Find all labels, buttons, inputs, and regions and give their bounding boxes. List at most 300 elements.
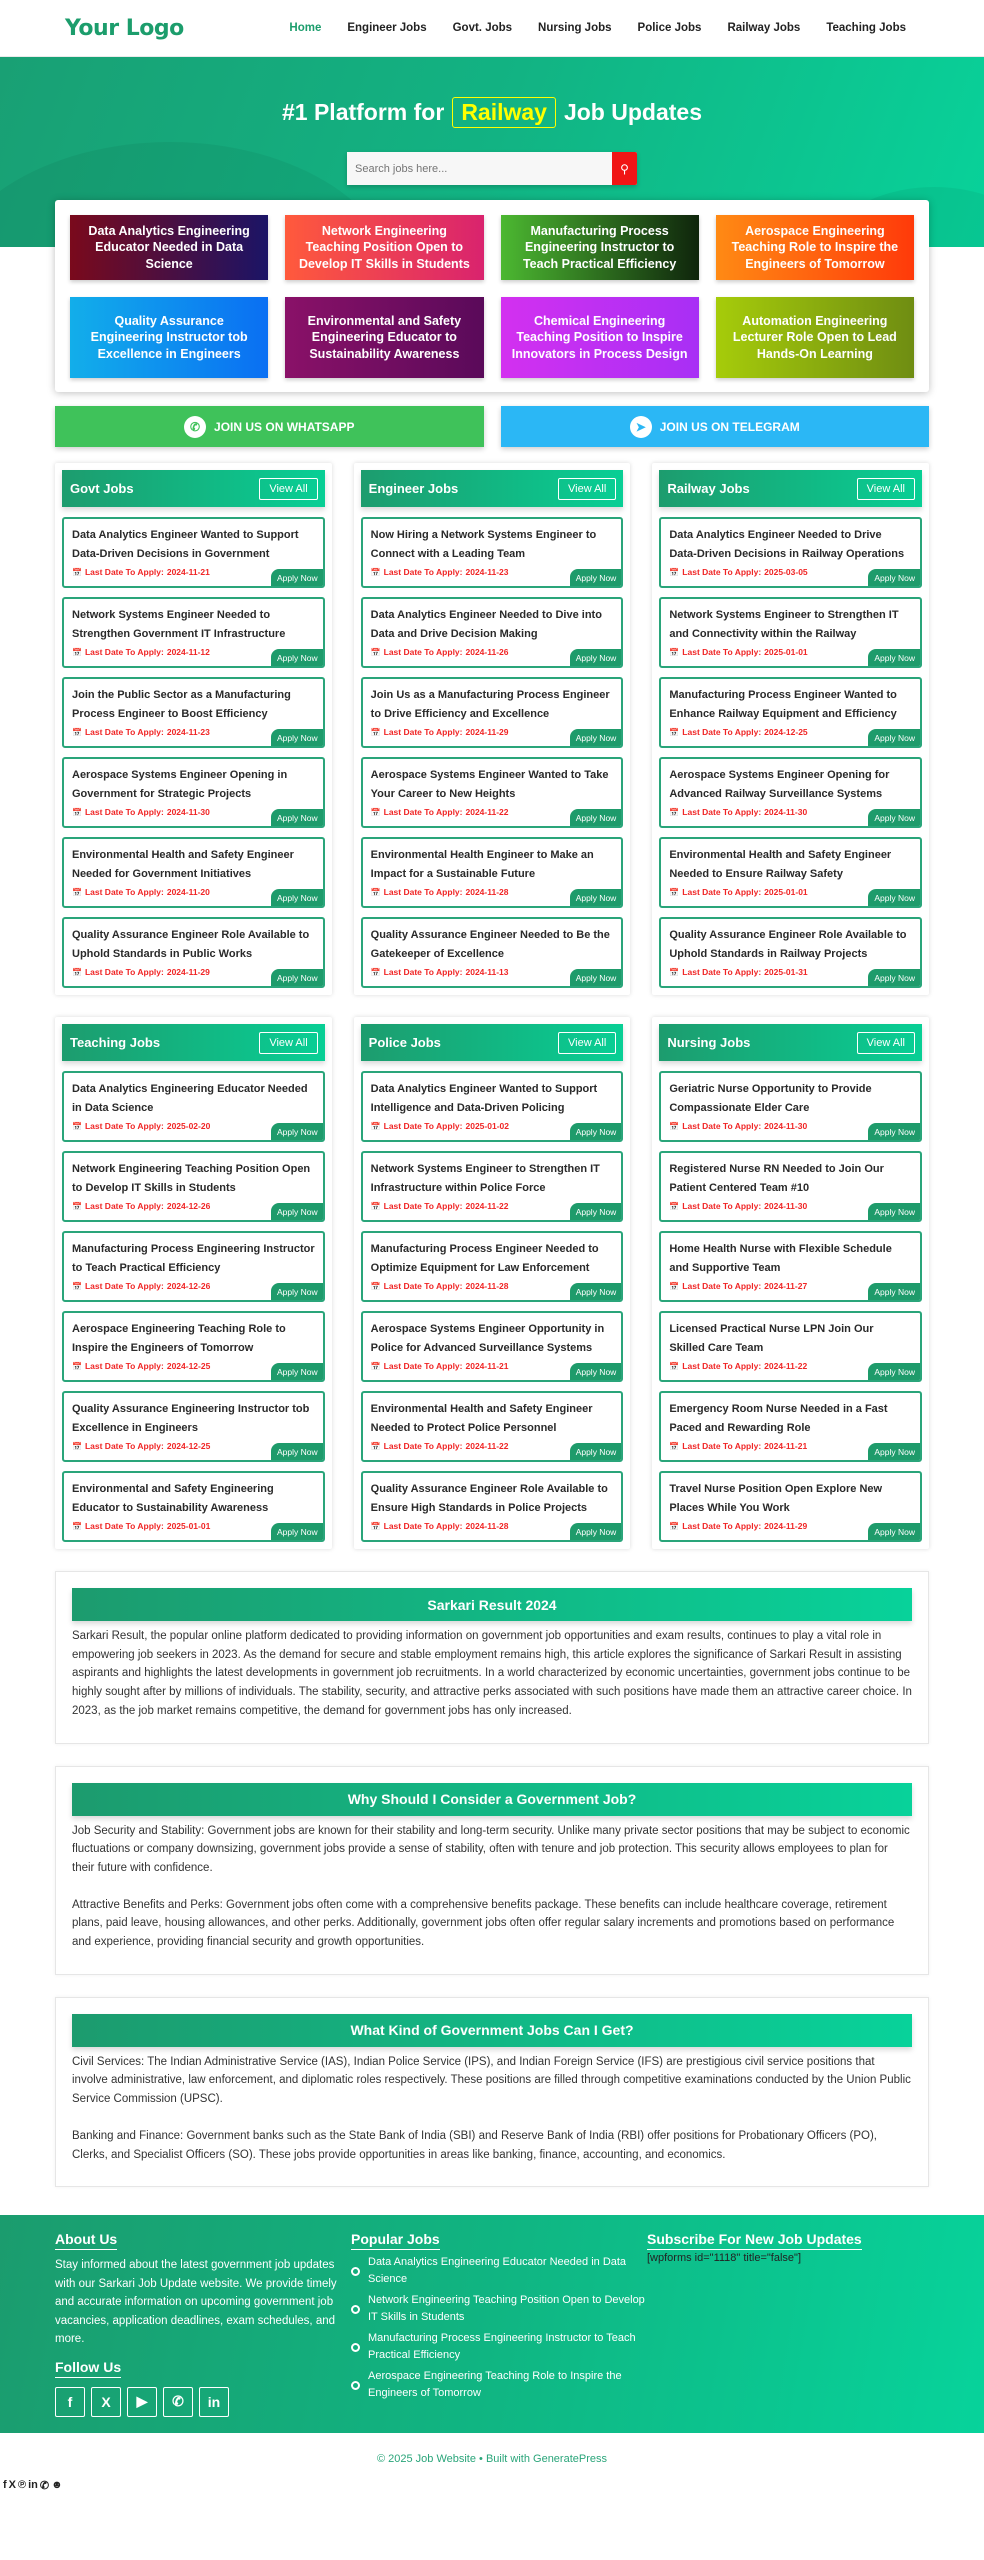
section-title: Sarkari Result 2024 bbox=[72, 1588, 912, 1621]
deadline-date: 2024-11-21 bbox=[166, 567, 210, 577]
apply-now-button[interactable]: Apply Now bbox=[570, 1523, 622, 1540]
calendar-icon: 📅 bbox=[370, 1361, 381, 1371]
deadline-date: 2024-11-30 bbox=[764, 1121, 808, 1131]
linkedin-link[interactable] bbox=[199, 2387, 229, 2417]
job-card bbox=[659, 917, 922, 988]
calendar-icon: 📅 bbox=[370, 1441, 381, 1451]
deadline-label: Last Date To Apply: bbox=[84, 1121, 164, 1131]
job-title-link[interactable]: Network Systems Engineer to Strengthen IT Infrastructure within Police Force bbox=[370, 1163, 600, 1194]
apply-now-button[interactable]: Apply Now bbox=[271, 1363, 323, 1380]
calendar-icon: 📅 bbox=[370, 807, 381, 817]
job-title-link[interactable]: Travel Nurse Position Open Explore New Places While You Work bbox=[669, 1483, 883, 1514]
apply-now-button[interactable]: Apply Now bbox=[271, 889, 323, 906]
calendar-icon: 📅 bbox=[669, 727, 680, 737]
job-card bbox=[62, 1071, 325, 1142]
job-column-engineer-jobs bbox=[354, 463, 631, 995]
deadline-label: Last Date To Apply: bbox=[682, 1121, 762, 1131]
bullet-icon bbox=[351, 2343, 360, 2352]
hero-title-prefix: #1 Platform for bbox=[281, 99, 445, 125]
job-title-link[interactable]: Data Analytics Engineer Wanted to Support Data-Driven Decisions in Government bbox=[72, 529, 299, 560]
job-title-link[interactable]: Aerospace Systems Engineer Opening in Government for Strategic Projects bbox=[72, 769, 288, 800]
deadline-label: Last Date To Apply: bbox=[682, 727, 762, 737]
job-title-link[interactable]: Environmental Health and Safety Engineer Needed for Government Initiatives bbox=[72, 849, 294, 880]
deadline-date: 2024-11-30 bbox=[764, 1201, 808, 1211]
deadline-label: Last Date To Apply: bbox=[682, 567, 762, 577]
job-title-link[interactable]: Environmental Health and Safety Engineer Needed to Ensure Railway Safety bbox=[669, 849, 892, 880]
calendar-icon: 📅 bbox=[669, 967, 680, 977]
apply-now-button[interactable]: Apply Now bbox=[570, 1363, 622, 1380]
deadline-date: 2025-01-31 bbox=[764, 967, 808, 977]
section-paragraph: Banking and Finance: Government banks such as the State Bank of India (SBI) and Reserve Bank of India (RBI) offer positions for Probationary Officers (PO), Clerks, and Specialist Officers (SO). These jobs provide opportunities in areas like banking, finance, accounting, and economics. bbox=[72, 2129, 877, 2161]
job-card bbox=[659, 757, 922, 828]
apply-now-button[interactable]: Apply Now bbox=[570, 1203, 622, 1220]
x-twitter-icon: X bbox=[101, 2393, 111, 2410]
featured-job-card[interactable]: Data Analytics Engineering Educator Needed in Data Science bbox=[70, 215, 268, 280]
popular-job-link[interactable]: Data Analytics Engineering Educator Needed in Data Science bbox=[368, 2256, 627, 2286]
site-logo[interactable]: Your Logo bbox=[65, 15, 184, 41]
calendar-icon: 📅 bbox=[669, 807, 680, 817]
column-header bbox=[659, 1024, 922, 1061]
calendar-icon: 📅 bbox=[669, 887, 680, 897]
share-x-icon[interactable]: X bbox=[8, 2479, 17, 2492]
apply-now-button[interactable]: Apply Now bbox=[868, 649, 920, 666]
apply-now-button[interactable]: Apply Now bbox=[570, 1283, 622, 1300]
deadline-date: 2024-11-21 bbox=[465, 1361, 509, 1371]
deadline-date: 2024-11-22 bbox=[465, 1201, 509, 1211]
deadline-label: Last Date To Apply: bbox=[84, 727, 164, 737]
job-title-link[interactable]: Environmental and Safety Engineering Educator to Sustainability Awareness bbox=[72, 1483, 274, 1514]
job-card bbox=[361, 917, 624, 988]
share-pinterest-icon[interactable]: ℗ bbox=[18, 2479, 27, 2492]
job-card bbox=[361, 517, 624, 588]
apply-now-button[interactable]: Apply Now bbox=[868, 1123, 920, 1140]
job-card bbox=[361, 1071, 624, 1142]
column-header bbox=[659, 470, 922, 507]
deadline-date: 2025-02-20 bbox=[166, 1121, 211, 1131]
calendar-icon: 📅 bbox=[72, 807, 82, 817]
apply-now-button[interactable]: Apply Now bbox=[271, 1203, 323, 1220]
job-card bbox=[361, 597, 624, 668]
bullet-icon bbox=[351, 2305, 360, 2314]
apply-now-button[interactable]: Apply Now bbox=[570, 1123, 622, 1140]
deadline-date: 2024-11-23 bbox=[465, 567, 509, 577]
deadline-label: Last Date To Apply: bbox=[383, 1281, 463, 1291]
x-twitter-link[interactable] bbox=[91, 2387, 121, 2417]
view-all-button[interactable]: View All bbox=[259, 1032, 317, 1054]
section-paragraph: Attractive Benefits and Perks: Government jobs often come with a comprehensive benefits package. These benefits can include healthcare coverage, retirement plans, paid leave, housing allowances, and other perks. Additionally, government jobs often offer regular salary increments and promotions based on performance and experience, providing financial security and growth opportunities. bbox=[72, 1898, 895, 1949]
hero-title-highlight: Railway bbox=[452, 97, 556, 128]
subscribe-form-shortcode: [wpforms id="1118" title="false"] bbox=[647, 2252, 802, 2265]
job-card bbox=[361, 837, 624, 908]
deadline-date: 2024-11-22 bbox=[465, 1441, 509, 1451]
calendar-icon: 📅 bbox=[370, 887, 381, 897]
deadline-label: Last Date To Apply: bbox=[383, 807, 463, 817]
apply-now-button[interactable]: Apply Now bbox=[271, 569, 323, 586]
job-title-link[interactable]: Aerospace Systems Engineer Opportunity in Police for Advanced Surveillance Systems bbox=[370, 1323, 605, 1354]
job-card bbox=[62, 1151, 325, 1222]
calendar-icon: 📅 bbox=[72, 1521, 82, 1531]
footer-subscribe-title: Subscribe For New Job Updates bbox=[647, 2231, 862, 2250]
search-input[interactable] bbox=[347, 152, 612, 185]
nav-engineer-jobs[interactable]: Engineer Jobs bbox=[347, 22, 427, 34]
column-title: Engineer Jobs bbox=[368, 481, 459, 496]
nav-railway-jobs[interactable]: Railway Jobs bbox=[727, 22, 801, 34]
join-whatsapp-button[interactable] bbox=[55, 406, 484, 447]
apply-now-button[interactable]: Apply Now bbox=[271, 1443, 323, 1460]
job-card bbox=[62, 677, 325, 748]
calendar-icon: 📅 bbox=[669, 1361, 680, 1371]
view-all-button[interactable]: View All bbox=[857, 1032, 915, 1054]
job-card bbox=[659, 1311, 922, 1382]
site-footer bbox=[0, 2215, 984, 2433]
nav-police-jobs[interactable]: Police Jobs bbox=[637, 22, 702, 34]
deadline-label: Last Date To Apply: bbox=[383, 567, 463, 577]
job-title-link[interactable]: Network Engineering Teaching Position Open to Develop IT Skills in Students bbox=[72, 1163, 311, 1194]
apply-now-button[interactable]: Apply Now bbox=[868, 1523, 920, 1540]
bullet-icon bbox=[351, 2381, 360, 2390]
job-column-teaching-jobs bbox=[55, 1017, 332, 1549]
search-icon: ⚲ bbox=[620, 161, 629, 176]
share-facebook-icon[interactable]: f bbox=[3, 2479, 7, 2492]
job-card bbox=[659, 1471, 922, 1542]
popular-job-link[interactable]: Manufacturing Process Engineering Instructor to Teach Practical Efficiency bbox=[368, 2332, 636, 2362]
job-card bbox=[361, 1151, 624, 1222]
job-title-link[interactable]: Aerospace Systems Engineer Opening for Advanced Railway Surveillance Systems bbox=[669, 769, 890, 800]
apply-now-button[interactable]: Apply Now bbox=[570, 889, 622, 906]
job-title-link[interactable]: Quality Assurance Engineer Role Available to Ensure High Standards in Police Projects bbox=[370, 1483, 608, 1514]
apply-now-button[interactable]: Apply Now bbox=[271, 1283, 323, 1300]
deadline-date: 2024-12-25 bbox=[166, 1361, 211, 1371]
job-title-link[interactable]: Home Health Nurse with Flexible Schedule and Supportive Team bbox=[669, 1243, 892, 1274]
calendar-icon: 📅 bbox=[370, 727, 381, 737]
deadline-date: 2024-11-22 bbox=[764, 1361, 808, 1371]
section-paragraph: Sarkari Result, the popular online platform dedicated to providing information on government job opportunities and exam results, continues to play a vital role in empowering job seekers in 2023. As the demand for secure and stable employment remains high, this article explores the significance of Sarkari Result in assisting aspirants and highlights the latest developments in government job recruitments. In a world characterized by economic uncertainties, government jobs continue to be highly sought after by millions of individuals. The stability, security, and attractive perks associated with such positions have made them an attractive career choice. In 2023, as the job market remains competitive, the demand for government jobs has only increased. bbox=[72, 1630, 912, 1717]
job-card bbox=[659, 597, 922, 668]
job-title-link[interactable]: Join Us as a Manufacturing Process Engineer to Drive Efficiency and Excellence bbox=[370, 689, 610, 720]
job-title-link[interactable]: Quality Assurance Engineering Instructor tob Excellence in Engineers bbox=[72, 1403, 310, 1434]
footer-about bbox=[55, 2231, 351, 2433]
job-columns-row bbox=[55, 463, 929, 995]
job-card bbox=[62, 1231, 325, 1302]
facebook-link[interactable] bbox=[55, 2387, 85, 2417]
deadline-date: 2025-03-05 bbox=[764, 567, 808, 577]
job-column-nursing-jobs bbox=[652, 1017, 929, 1549]
deadline-label: Last Date To Apply: bbox=[84, 1281, 164, 1291]
calendar-icon: 📅 bbox=[72, 727, 82, 737]
deadline-date: 2024-11-21 bbox=[764, 1441, 808, 1451]
calendar-icon: 📅 bbox=[72, 1201, 82, 1211]
job-column-police-jobs bbox=[354, 1017, 631, 1549]
job-title-link[interactable]: Aerospace Systems Engineer Wanted to Take Your Career to New Heights bbox=[370, 769, 609, 800]
deadline-date: 2024-11-28 bbox=[465, 887, 509, 897]
deadline-date: 2025-01-01 bbox=[166, 1521, 211, 1531]
featured-job-card[interactable]: Chemical Engineering Teaching Position to Inspire Innovators in Process Design bbox=[501, 297, 699, 378]
job-card bbox=[361, 1391, 624, 1462]
join-telegram-label: JOIN US ON TELEGRAM bbox=[659, 419, 800, 434]
job-card bbox=[361, 1231, 624, 1302]
deadline-label: Last Date To Apply: bbox=[84, 567, 164, 577]
deadline-date: 2024-11-12 bbox=[166, 647, 210, 657]
job-card bbox=[62, 517, 325, 588]
deadline-label: Last Date To Apply: bbox=[682, 1281, 762, 1291]
calendar-icon: 📅 bbox=[669, 567, 680, 577]
deadline-label: Last Date To Apply: bbox=[383, 1441, 463, 1451]
calendar-icon: 📅 bbox=[669, 647, 680, 657]
calendar-icon: 📅 bbox=[669, 1281, 680, 1291]
deadline-date: 2024-11-30 bbox=[166, 807, 210, 817]
column-header bbox=[62, 470, 325, 507]
featured-job-card[interactable]: Aerospace Engineering Teaching Role to Inspire the Engineers of Tomorrow bbox=[716, 215, 914, 280]
footer-follow-title: Follow Us bbox=[55, 2359, 121, 2378]
column-title: Nursing Jobs bbox=[667, 1035, 751, 1050]
apply-now-button[interactable]: Apply Now bbox=[271, 1523, 323, 1540]
deadline-label: Last Date To Apply: bbox=[682, 1201, 762, 1211]
job-column-govt-jobs bbox=[55, 463, 332, 995]
copyright: © 2025 Job Website • Built with GeneratePress bbox=[376, 2453, 608, 2466]
job-title-link[interactable]: Quality Assurance Engineer Needed to Be the Gatekeeper of Excellence bbox=[370, 929, 610, 960]
telegram-icon: ➤ bbox=[630, 416, 652, 438]
info-section bbox=[55, 1997, 929, 2188]
job-title-link[interactable]: Network Systems Engineer to Strengthen IT and Connectivity within the Railway bbox=[669, 609, 899, 640]
nav-teaching-jobs[interactable]: Teaching Jobs bbox=[826, 22, 906, 34]
share-reddit-icon[interactable]: ☻ bbox=[51, 2479, 63, 2492]
apply-now-button[interactable]: Apply Now bbox=[868, 729, 920, 746]
bullet-icon bbox=[351, 2267, 360, 2276]
apply-now-button[interactable]: Apply Now bbox=[271, 969, 323, 986]
footer-social-links bbox=[55, 2387, 351, 2417]
join-buttons bbox=[55, 406, 929, 447]
calendar-icon: 📅 bbox=[72, 887, 82, 897]
deadline-date: 2024-11-23 bbox=[166, 727, 210, 737]
deadline-date: 2024-12-26 bbox=[166, 1281, 211, 1291]
featured-job-card[interactable]: Manufacturing Process Engineering Instructor to Teach Practical Efficiency bbox=[501, 215, 699, 280]
job-title-link[interactable]: Data Analytics Engineer Wanted to Support Intelligence and Data-Driven Policing bbox=[370, 1083, 598, 1114]
main-nav bbox=[276, 22, 919, 34]
share-bar bbox=[3, 2479, 984, 2498]
deadline-label: Last Date To Apply: bbox=[84, 1361, 164, 1371]
whatsapp-icon: ✆ bbox=[184, 416, 206, 438]
deadline-label: Last Date To Apply: bbox=[383, 727, 463, 737]
job-title-link[interactable]: Geriatric Nurse Opportunity to Provide Compassionate Elder Care bbox=[669, 1083, 872, 1114]
nav-govt-jobs[interactable]: Govt. Jobs bbox=[452, 22, 513, 34]
view-all-button[interactable]: View All bbox=[857, 478, 915, 500]
deadline-date: 2025-01-01 bbox=[764, 647, 808, 657]
job-card bbox=[361, 1471, 624, 1542]
join-telegram-button[interactable] bbox=[501, 406, 930, 447]
popular-job-link[interactable]: Network Engineering Teaching Position Open to Develop IT Skills in Students bbox=[368, 2294, 645, 2324]
site-header bbox=[0, 0, 984, 57]
deadline-date: 2024-12-25 bbox=[166, 1441, 211, 1451]
deadline-label: Last Date To Apply: bbox=[383, 967, 463, 977]
job-card bbox=[659, 1231, 922, 1302]
deadline-date: 2024-11-13 bbox=[465, 967, 509, 977]
apply-now-button[interactable]: Apply Now bbox=[570, 729, 622, 746]
deadline-date: 2024-11-27 bbox=[764, 1281, 808, 1291]
view-all-button[interactable]: View All bbox=[259, 478, 317, 500]
apply-now-button[interactable]: Apply Now bbox=[868, 1443, 920, 1460]
popular-job-item[interactable] bbox=[351, 2330, 647, 2364]
youtube-icon: ▶ bbox=[136, 2393, 148, 2410]
deadline-label: Last Date To Apply: bbox=[84, 1201, 164, 1211]
footer-about-title: About Us bbox=[55, 2231, 117, 2250]
footer-subscribe bbox=[647, 2231, 929, 2433]
job-column-railway-jobs bbox=[652, 463, 929, 995]
job-title-link[interactable]: Environmental Health and Safety Engineer Needed to Protect Police Personnel bbox=[370, 1403, 593, 1434]
job-title-link[interactable]: Quality Assurance Engineer Role Available to Uphold Standards in Railway Projects bbox=[669, 929, 907, 960]
column-title: Police Jobs bbox=[368, 1035, 441, 1050]
deadline-label: Last Date To Apply: bbox=[682, 1521, 762, 1531]
job-title-link[interactable]: Manufacturing Process Engineer Wanted to Enhance Railway Equipment and Efficiency bbox=[669, 689, 897, 720]
deadline-label: Last Date To Apply: bbox=[682, 1441, 762, 1451]
deadline-label: Last Date To Apply: bbox=[682, 967, 762, 977]
column-title: Railway Jobs bbox=[667, 481, 750, 496]
calendar-icon: 📅 bbox=[72, 1281, 82, 1291]
popular-job-item[interactable] bbox=[351, 2368, 647, 2402]
featured-job-card[interactable]: Quality Assurance Engineering Instructor tob Excellence in Engineers bbox=[70, 297, 268, 378]
calendar-icon: 📅 bbox=[370, 567, 381, 577]
job-card bbox=[659, 837, 922, 908]
section-title: What Kind of Government Jobs Can I Get? bbox=[72, 2014, 912, 2047]
nav-home[interactable]: Home bbox=[289, 22, 322, 34]
job-card bbox=[659, 1151, 922, 1222]
popular-job-item[interactable] bbox=[351, 2292, 647, 2326]
deadline-date: 2024-11-20 bbox=[166, 887, 210, 897]
featured-job-card[interactable]: Environmental and Safety Engineering Educator to Sustainability Awareness bbox=[285, 297, 483, 378]
apply-now-button[interactable]: Apply Now bbox=[570, 969, 622, 986]
whatsapp-icon: ✆ bbox=[172, 2393, 184, 2410]
job-card bbox=[659, 1071, 922, 1142]
calendar-icon: 📅 bbox=[72, 1441, 82, 1451]
job-card bbox=[62, 917, 325, 988]
column-title: Teaching Jobs bbox=[70, 1035, 161, 1050]
apply-now-button[interactable]: Apply Now bbox=[868, 1283, 920, 1300]
job-card bbox=[62, 1391, 325, 1462]
footer-popular-jobs bbox=[351, 2231, 647, 2433]
featured-job-card[interactable]: Automation Engineering Lecturer Role Open to Lead Hands-On Learning bbox=[716, 297, 914, 378]
hero-title-suffix: Job Updates bbox=[563, 99, 702, 125]
job-title-link[interactable]: Emergency Room Nurse Needed in a Fast Paced and Rewarding Role bbox=[669, 1403, 888, 1434]
deadline-date: 2024-11-29 bbox=[166, 967, 210, 977]
popular-job-link[interactable]: Aerospace Engineering Teaching Role to Inspire the Engineers of Tomorrow bbox=[368, 2370, 622, 2400]
featured-job-card[interactable]: Network Engineering Teaching Position Open to Develop IT Skills in Students bbox=[285, 215, 483, 280]
view-all-button[interactable]: View All bbox=[558, 1032, 616, 1054]
featured-jobs-grid bbox=[55, 200, 929, 392]
apply-now-button[interactable]: Apply Now bbox=[271, 729, 323, 746]
apply-now-button[interactable]: Apply Now bbox=[868, 569, 920, 586]
share-whatsapp-icon[interactable]: ✆ bbox=[39, 2480, 50, 2493]
calendar-icon: 📅 bbox=[370, 1201, 381, 1211]
view-all-button[interactable]: View All bbox=[558, 478, 616, 500]
youtube-link[interactable] bbox=[127, 2387, 157, 2417]
deadline-label: Last Date To Apply: bbox=[682, 647, 762, 657]
job-title-link[interactable]: Data Analytics Engineering Educator Needed in Data Science bbox=[72, 1083, 308, 1114]
search-form bbox=[347, 152, 637, 185]
facebook-icon: f bbox=[67, 2393, 73, 2410]
deadline-label: Last Date To Apply: bbox=[383, 1121, 463, 1131]
job-card bbox=[361, 757, 624, 828]
footer-popular-title: Popular Jobs bbox=[351, 2231, 440, 2250]
popular-job-item[interactable] bbox=[351, 2254, 647, 2288]
section-paragraph: Civil Services: The Indian Administrative Service (IAS), Indian Police Service (IPS), and Indian Foreign Service (IFS) are prestigious civil service positions that involve administrative, law enforcement, and diplomatic roles respectively. These positions are filled through competitive examinations conducted by the Union Public Service Commission (UPSC). bbox=[72, 2055, 911, 2106]
apply-now-button[interactable]: Apply Now bbox=[868, 809, 920, 826]
share-linkedin-icon[interactable]: in bbox=[28, 2479, 38, 2492]
calendar-icon: 📅 bbox=[669, 1121, 680, 1131]
job-title-link[interactable]: Data Analytics Engineer Needed to Dive into Data and Drive Decision Making bbox=[370, 609, 602, 640]
calendar-icon: 📅 bbox=[669, 1441, 680, 1451]
calendar-icon: 📅 bbox=[370, 1121, 381, 1131]
deadline-date: 2024-11-29 bbox=[465, 727, 509, 737]
deadline-date: 2024-11-22 bbox=[465, 807, 509, 817]
popular-jobs-list bbox=[351, 2254, 647, 2402]
job-title-link[interactable]: Aerospace Engineering Teaching Role to Inspire the Engineers of Tomorrow bbox=[72, 1323, 286, 1354]
calendar-icon: 📅 bbox=[72, 567, 82, 577]
deadline-date: 2024-12-25 bbox=[764, 727, 808, 737]
deadline-label: Last Date To Apply: bbox=[383, 887, 463, 897]
apply-now-button[interactable]: Apply Now bbox=[570, 569, 622, 586]
whatsapp-link[interactable] bbox=[163, 2387, 193, 2417]
deadline-date: 2025-01-01 bbox=[764, 887, 808, 897]
column-title: Govt Jobs bbox=[70, 481, 134, 496]
deadline-date: 2024-11-28 bbox=[465, 1521, 509, 1531]
apply-now-button[interactable]: Apply Now bbox=[868, 1203, 920, 1220]
info-section bbox=[55, 1766, 929, 1975]
search-button[interactable] bbox=[612, 152, 637, 185]
job-title-link[interactable]: Network Systems Engineer Needed to Strengthen Government IT Infrastructure bbox=[72, 609, 286, 640]
deadline-label: Last Date To Apply: bbox=[383, 1361, 463, 1371]
apply-now-button[interactable]: Apply Now bbox=[271, 1123, 323, 1140]
deadline-date: 2024-11-26 bbox=[465, 647, 509, 657]
deadline-date: 2024-11-29 bbox=[764, 1521, 808, 1531]
calendar-icon: 📅 bbox=[370, 967, 381, 977]
apply-now-button[interactable]: Apply Now bbox=[868, 1363, 920, 1380]
footer-about-text: Stay informed about the latest government job updates with our Sarkari Job Update website. We provide timely and accurate information on upcoming government job vacancies, application deadlines, exam schedules, and more. bbox=[55, 2259, 337, 2346]
apply-now-button[interactable]: Apply Now bbox=[570, 809, 622, 826]
deadline-label: Last Date To Apply: bbox=[84, 807, 164, 817]
apply-now-button[interactable]: Apply Now bbox=[271, 649, 323, 666]
hero-title bbox=[0, 57, 984, 128]
section-paragraph: Job Security and Stability: Government jobs are known for their stability and long-term security. Unlike many private sector positions that may be subject to economic fluctuations or company downsizing, government jobs provide a sense of stability, often with tenure and job protection. This security allows employees to plan for their future with confidence. bbox=[72, 1824, 910, 1874]
job-title-link[interactable]: Manufacturing Process Engineer Needed to Optimize Equipment for Law Enforcement bbox=[370, 1243, 599, 1274]
deadline-label: Last Date To Apply: bbox=[84, 1521, 164, 1531]
calendar-icon: 📅 bbox=[72, 967, 82, 977]
info-section bbox=[55, 1571, 929, 1744]
job-title-link[interactable]: Environmental Health Engineer to Make an Impact for a Sustainable Future bbox=[370, 849, 594, 880]
job-title-link[interactable]: Manufacturing Process Engineering Instructor to Teach Practical Efficiency bbox=[72, 1243, 315, 1274]
deadline-label: Last Date To Apply: bbox=[84, 967, 164, 977]
apply-now-button[interactable]: Apply Now bbox=[868, 969, 920, 986]
job-title-link[interactable]: Quality Assurance Engineer Role Available to Uphold Standards in Public Works bbox=[72, 929, 310, 960]
job-card bbox=[659, 1391, 922, 1462]
deadline-label: Last Date To Apply: bbox=[682, 1361, 762, 1371]
deadline-label: Last Date To Apply: bbox=[84, 647, 164, 657]
job-title-link[interactable]: Join the Public Sector as a Manufacturing Process Engineer to Boost Efficiency bbox=[72, 689, 291, 720]
job-title-link[interactable]: Now Hiring a Network Systems Engineer to Connect with a Leading Team bbox=[370, 529, 597, 560]
deadline-label: Last Date To Apply: bbox=[383, 647, 463, 657]
calendar-icon: 📅 bbox=[669, 1521, 680, 1531]
job-title-link[interactable]: Data Analytics Engineer Needed to Drive Data-Driven Decisions in Railway Operations bbox=[669, 529, 905, 560]
section-title: Why Should I Consider a Government Job? bbox=[72, 1783, 912, 1816]
apply-now-button[interactable]: Apply Now bbox=[570, 649, 622, 666]
apply-now-button[interactable]: Apply Now bbox=[570, 1443, 622, 1460]
apply-now-button[interactable]: Apply Now bbox=[271, 809, 323, 826]
info-sections bbox=[0, 1571, 984, 2187]
apply-now-button[interactable]: Apply Now bbox=[868, 889, 920, 906]
job-title-link[interactable]: Registered Nurse RN Needed to Join Our Patient Centered Team #10 bbox=[669, 1163, 884, 1194]
nav-nursing-jobs[interactable]: Nursing Jobs bbox=[538, 22, 612, 34]
deadline-label: Last Date To Apply: bbox=[383, 1201, 463, 1211]
job-title-link[interactable]: Licensed Practical Nurse LPN Join Our Skilled Care Team bbox=[669, 1323, 874, 1354]
calendar-icon: 📅 bbox=[370, 647, 381, 657]
